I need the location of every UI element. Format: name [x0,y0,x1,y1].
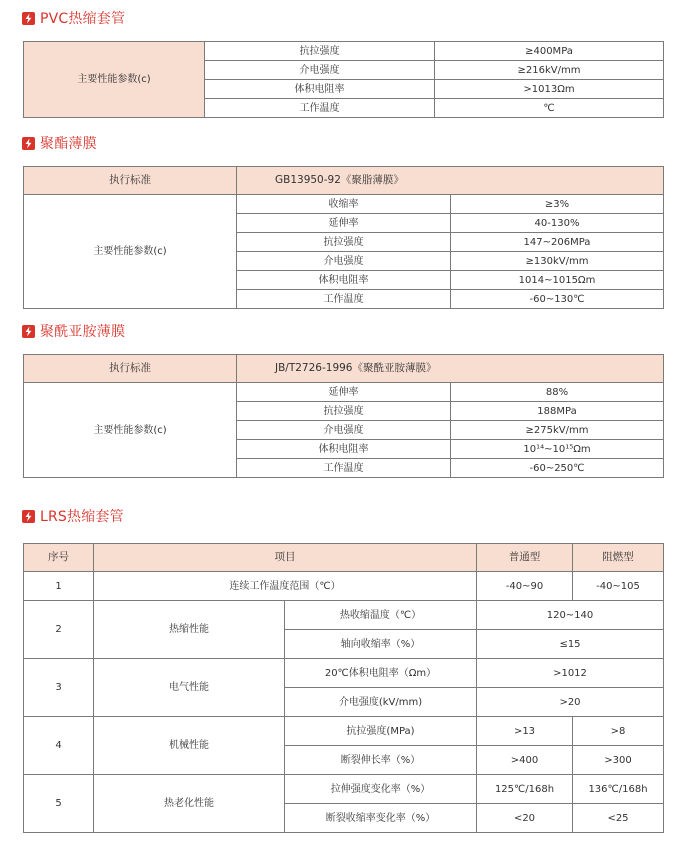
header-normal: 普通型 [477,544,573,572]
normal-value: >400 [477,746,573,775]
shared-value: ≤15 [477,630,664,659]
property-name: 延伸率 [237,383,451,402]
shared-value: >20 [477,688,664,717]
section-title-text: LRS热缩套管 [40,509,124,525]
property-value: -60~250℃ [451,459,664,478]
standard-label: 执行标准 [24,167,237,195]
property-name: 工作温度 [237,290,451,309]
param-label: 主要性能参数(c) [24,383,237,478]
standard-label: 执行标准 [24,355,237,383]
flame-value: >300 [573,746,664,775]
property-value: ≥275kV/mm [451,421,664,440]
property-value: >1013Ωm [435,80,664,99]
property-value: ≥130kV/mm [451,252,664,271]
standard-value: GB13950-92《聚脂薄膜》 [237,167,664,195]
sub-item: 断裂收缩率变化率（%） [285,804,477,833]
lightning-icon [22,325,35,338]
row-no: 3 [24,659,94,717]
section-title-polyester [22,133,97,153]
section-title-text: PVC热缩套管 [40,11,126,27]
normal-value: >13 [477,717,573,746]
flame-value: -40~105 [573,572,664,601]
section-title-text: 聚酰亚胺薄膜 [40,324,126,340]
flame-value: 136℃/168h [573,775,664,804]
property-value: 10¹⁴~10¹⁵Ωm [451,440,664,459]
property-name: 体积电阻率 [237,440,451,459]
normal-value: <20 [477,804,573,833]
property-name: 介电强度 [237,252,451,271]
category: 热缩性能 [94,601,285,659]
property-name: 抗拉强度 [237,233,451,252]
section-title-text: 聚酯薄膜 [40,136,97,152]
normal-value: 125℃/168h [477,775,573,804]
category: 机械性能 [94,717,285,775]
lightning-icon [22,12,35,25]
row-item: 连续工作温度范围（℃） [94,572,477,601]
row-no: 2 [24,601,94,659]
property-value: 88% [451,383,664,402]
property-name: 介电强度 [205,61,435,80]
section-title-pvc [22,8,125,28]
property-value: ≥216kV/mm [435,61,664,80]
property-name: 工作温度 [237,459,451,478]
property-value: -60~130℃ [451,290,664,309]
shared-value: >1012 [477,659,664,688]
param-label: 主要性能参数(c) [24,195,237,309]
header-no: 序号 [24,544,94,572]
property-name: 体积电阻率 [205,80,435,99]
lightning-icon [22,137,35,150]
property-value: ≥3% [451,195,664,214]
section-title-lrs [22,506,124,526]
property-value: 40-130% [451,214,664,233]
row-no: 5 [24,775,94,833]
polyimide-table [23,354,664,478]
flame-value: <25 [573,804,664,833]
flame-value: >8 [573,717,664,746]
category: 电气性能 [94,659,285,717]
header-flame: 阻燃型 [573,544,664,572]
property-value: 1014~1015Ωm [451,271,664,290]
pvc-table [23,41,664,118]
sub-item: 轴向收缩率（%） [285,630,477,659]
property-name: 工作温度 [205,99,435,118]
property-value: ≥400MPa [435,42,664,61]
sub-item: 介电强度(kV/mm) [285,688,477,717]
property-value: 147~206MPa [451,233,664,252]
sub-item: 热收缩温度（℃） [285,601,477,630]
property-name: 抗拉强度 [237,402,451,421]
lrs-table [23,543,664,833]
shared-value: 120~140 [477,601,664,630]
lightning-icon [22,510,35,523]
property-name: 收缩率 [237,195,451,214]
section-title-polyimide [22,321,125,341]
header-item: 项目 [94,544,477,572]
param-label: 主要性能参数(c) [24,42,205,118]
sub-item: 抗拉强度(MPa) [285,717,477,746]
row-no: 4 [24,717,94,775]
polyester-table [23,166,664,309]
sub-item: 20℃体积电阻率（Ωm） [285,659,477,688]
standard-value: JB/T2726-1996《聚酰亚胺薄膜》 [237,355,664,383]
category: 热老化性能 [94,775,285,833]
normal-value: -40~90 [477,572,573,601]
property-value: ℃ [435,99,664,118]
property-value: 188MPa [451,402,664,421]
sub-item: 拉伸强度变化率（%） [285,775,477,804]
property-name: 体积电阻率 [237,271,451,290]
property-name: 延伸率 [237,214,451,233]
row-no: 1 [24,572,94,601]
property-name: 抗拉强度 [205,42,435,61]
property-name: 介电强度 [237,421,451,440]
sub-item: 断裂伸长率（%） [285,746,477,775]
